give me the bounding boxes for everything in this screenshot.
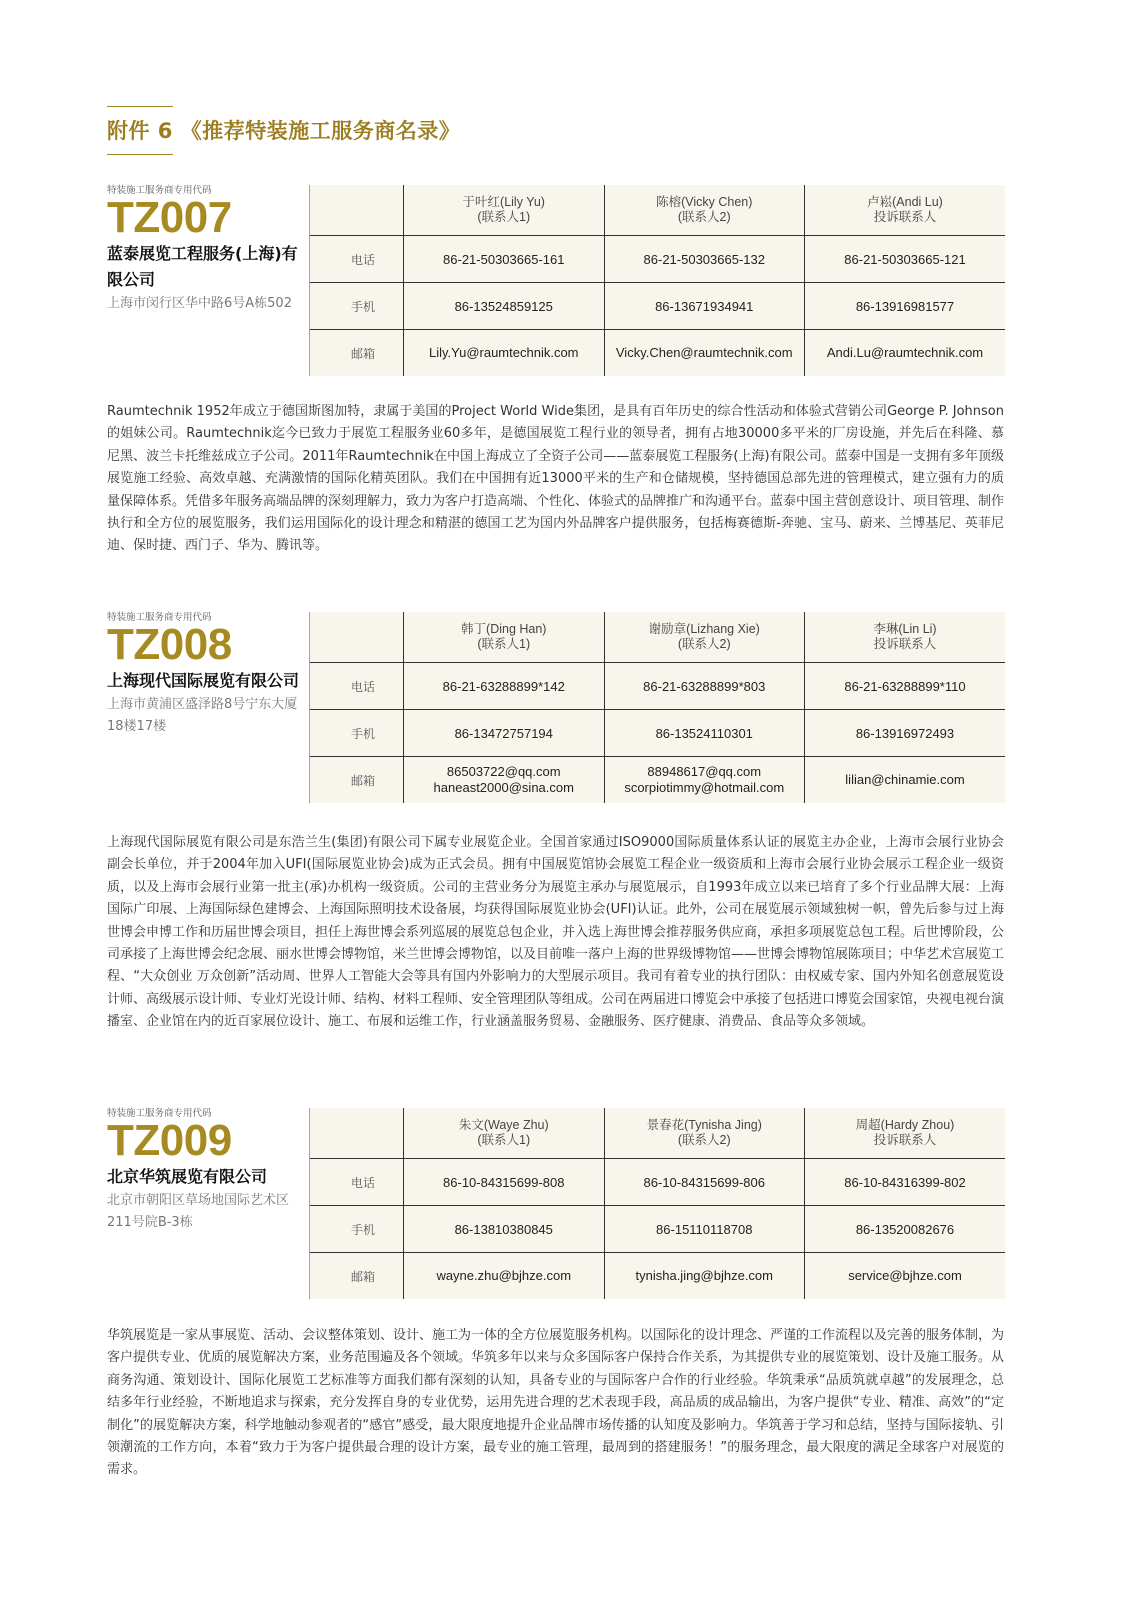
phone-row (310, 236, 1005, 283)
company-name: 上海现代国际展览有限公司 (107, 671, 300, 690)
contact-mobile: 86-13916972493 (805, 710, 1006, 757)
contact-email[interactable]: lilian@chinamie.com (845, 772, 965, 787)
contact-name: 周超(Hardy Zhou) (855, 1118, 955, 1132)
contacts-table (309, 612, 1005, 803)
row-label (310, 1253, 404, 1300)
page-title: 附件 6 《推荐特装施工服务商名录》 (107, 119, 461, 143)
contact-name: 谢励章(Lizhang Xie) (648, 622, 760, 636)
row-label-text: 电话 (350, 252, 375, 267)
contact-role: (联系人2) (677, 210, 731, 224)
contact-email-cell (805, 757, 1006, 804)
company-name: 蓝泰展览工程服务(上海)有限公司 (107, 244, 298, 289)
contact-name: 陈榕(Vicky Chen) (656, 195, 753, 209)
contact-email-cell (604, 1253, 805, 1300)
mobile-row (310, 1206, 1005, 1253)
contact-phone: 86-21-63288899*110 (805, 663, 1006, 710)
row-label (310, 710, 404, 757)
company-address: 上海市闵行区华中路6号A栋502 (107, 296, 292, 311)
contact-role: 投诉联系人 (873, 637, 937, 651)
vendor-description-tz008: 上海现代国际展览有限公司是东浩兰生(集团)有限公司下属专业展览企业。全国首家通过ISO9000国际质量体系认证的展览主办企业，上海市会展行业协会副会长单位，并于2004年加入UFI(国际展览业协会)成为正式会员。拥有中国展览馆协会展览工程企业一级资质和上海市会展行业协会展示工程企业一级资质，以及上海市会展行业第一批主(承)办机构一级资质。公司的主营业务分为展览主承办与展览展示，自1993年成立以来已培育了多个行业品牌大展：上海国际广印展、上海国际绿色建博会、上海国际照明技术设备展，均获得国际展览业协会(UFI)认证。此外，公司在展览展示领域独树一帜，曾先后参与过上海世博会申博工作和历届世博会项目，担任上海世博会系列巡展的展览总包企业，并入选上海世博会推荐服务供应商，承担多项展览总包工程。后世博阶段，公司承接了上海世博会纪念展、丽水世博会博物馆，米兰世博会博物馆，以及目前唯一落户上海的世界级博物馆——世博会博物馆展陈项目；中华艺术宫展览工程、“大众创业 万众创新”活动周、世界人工智能大会等具有国内外影响力的大型展示项目。我司有着专业的执行团队：由权威专家、国内外知名创意展览设计师、高级展示设计师、专业灯光设计师、结构、材料工程师、安全管理团队等组成。公司在两届进口博览会中承接了包括进口博览会国家馆，央视电视台演播室、企业馆在内的近百家展位设计、施工、布展和运维工作，行业涵盖服务贸易、金融服务、医疗健康、消费品、食品等众多领域。 (107, 835, 1005, 1030)
header-empty-cell (310, 185, 404, 236)
contact-mobile: 86-13524859125 (404, 283, 605, 330)
contact-header (805, 1108, 1006, 1159)
contacts-table (309, 185, 1005, 376)
contact-phone: 86-10-84315699-808 (404, 1159, 605, 1206)
contact-email[interactable]: 86503722@qq.com (446, 764, 561, 779)
row-label-text: 手机 (350, 726, 375, 741)
contact-name: 朱文(Waye Zhu) (458, 1118, 549, 1132)
contact-email-cell (604, 330, 805, 377)
contact-mobile: 86-13916981577 (805, 283, 1006, 330)
email-row (310, 330, 1005, 377)
contact-header (604, 612, 805, 663)
row-label-text: 邮箱 (350, 1269, 375, 1284)
mobile-row (310, 283, 1005, 330)
contact-name: 于叶红(Lily Yu) (462, 195, 545, 209)
code-label: 特装施工服务商专用代码 (107, 185, 212, 196)
contact-email-cell (604, 757, 805, 804)
contact-role: 投诉联系人 (873, 210, 937, 224)
contact-email-cell (805, 330, 1006, 377)
contact-phone: 86-21-50303665-121 (805, 236, 1006, 283)
code-label: 特装施工服务商专用代码 (107, 1108, 212, 1119)
contact-header (805, 612, 1006, 663)
contact-mobile: 86-15110118708 (604, 1206, 805, 1253)
contact-phone: 86-21-63288899*803 (604, 663, 805, 710)
contact-phone: 86-21-50303665-132 (604, 236, 805, 283)
contact-email-cell (805, 1253, 1006, 1300)
contact-phone: 86-10-84316399-802 (805, 1159, 1006, 1206)
contact-email-cell (404, 330, 605, 377)
vendor-code: TZ007 (107, 193, 232, 242)
header-empty-cell (310, 612, 404, 663)
contact-role: 投诉联系人 (873, 1133, 937, 1147)
email-row (310, 757, 1005, 804)
row-label (310, 236, 404, 283)
contact-header (404, 185, 605, 236)
contact-phone: 86-10-84315699-806 (604, 1159, 805, 1206)
contact-name: 李琳(Lin Li) (873, 622, 937, 636)
contact-header (404, 1108, 605, 1159)
contact-phone: 86-21-63288899*142 (404, 663, 605, 710)
contact-phone: 86-21-50303665-161 (404, 236, 605, 283)
contact-email[interactable]: Lily.Yu@raumtechnik.com (428, 345, 579, 360)
row-label (310, 1206, 404, 1253)
contact-header (604, 185, 805, 236)
contact-role: (联系人1) (477, 1133, 531, 1147)
vendor-info (107, 1108, 302, 1234)
contacts-header-row (310, 185, 1005, 236)
row-label-text: 电话 (350, 679, 375, 694)
company-name: 北京华筑展览有限公司 (107, 1167, 268, 1186)
contacts-header-row (310, 1108, 1005, 1159)
row-label (310, 663, 404, 710)
vendor-info (107, 612, 302, 738)
contacts-header-row (310, 612, 1005, 663)
contact-email[interactable]: 88948617@qq.com (647, 764, 762, 779)
mobile-row (310, 710, 1005, 757)
contact-role: (联系人2) (677, 637, 731, 651)
contact-email[interactable]: Andi.Lu@raumtechnik.com (826, 345, 984, 360)
contact-email[interactable]: tynisha.jing@bjhze.com (635, 1268, 773, 1283)
row-label (310, 330, 404, 377)
contact-header (404, 612, 605, 663)
phone-row (310, 663, 1005, 710)
contact-email-cell (404, 1253, 605, 1300)
contact-email-secondary[interactable]: scorpiotimmy@hotmail.com (624, 780, 785, 795)
row-label-text: 电话 (350, 1175, 375, 1190)
contact-email[interactable]: Vicky.Chen@raumtechnik.com (615, 345, 793, 360)
page-header (107, 106, 460, 155)
email-row (310, 1253, 1005, 1300)
vendor-description-tz007: Raumtechnik 1952年成立于德国斯图加特，隶属于美国的Project World Wide集团，是具有百年历史的综合性活动和体验式营销公司George P. Johnson的姐妹公司。Raumtechnik迄今已致力于展览工程服务业60多年，是德国展览工程行业的领导者，拥有占地30000多平米的厂房设施，并先后在科隆、慕尼黑、波兰卡托维兹成立子公司。2011年Raumtechnik在中国上海成立了全资子公司——蓝泰展览工程服务(上海)有限公司。蓝泰中国是一支拥有多年顶级展览施工经验、高效卓越、充满激情的国际化精英团队。我们在中国拥有近13000平米的生产和仓储规模，坚持德国总部先进的管理模式，建立强有力的质量保障体系。凭借多年服务高端品牌的深刻理解力，致力为客户打造高端、个性化、体验式的品牌推广和沟通平台。蓝泰中国主营创意设计、项目管理、制作执行和全方位的展览服务，我们运用国际化的设计理念和精湛的德国工艺为国内外品牌客户提供服务，包括梅赛德斯-奔驰、宝马、蔚来、兰博基尼、英菲尼迪、保时捷、西门子、华为、腾讯等。 (107, 404, 1005, 554)
contact-role: (联系人1) (477, 637, 531, 651)
row-label-text: 手机 (350, 1222, 375, 1237)
row-label-text: 手机 (350, 299, 375, 314)
contact-email[interactable]: wayne.zhu@bjhze.com (436, 1268, 572, 1283)
vendor-description-tz009: 华筑展览是一家从事展览、活动、会议整体策划、设计、施工为一体的全方位展览服务机构。以国际化的设计理念、严谨的工作流程以及完善的服务体制，为客户提供专业、优质的展览解决方案，业务范围遍及各个领域。华筑多年以来与众多国际客户保持合作关系，为其提供专业的展览策划、设计及施工服务。从商务沟通、策划设计、国际化展览工艺标准等方面我们都有深刻的认知，具备专业的与国际客户合作的行业经验。华筑秉承“品质筑就卓越”的发展理念，总结多年行业经验，不断地追求与探索，充分发挥自身的专业优势，运用先进合理的艺术表现手段，高品质的成品输出，为客户提供“专业、精准、高效”的“定制化”的展览解决方案，科学地触动参观者的“感官”感受，最大限度地提升企业品牌市场传播的认知度及影响力。华筑善于学习和总结，坚持与国际接轨、引领潮流的工作方向，本着“致力于为客户提供最合理的设计方案，最专业的施工管理，最周到的搭建服务！”的服务理念，最大限度的满足全球客户对展览的需求。 (107, 1328, 1005, 1478)
contact-mobile: 86-13472757194 (404, 710, 605, 757)
code-label: 特装施工服务商专用代码 (107, 612, 212, 623)
vendor-code: TZ009 (107, 1116, 232, 1165)
company-address: 北京市朝阳区草场地国际艺术区211号院B-3栋 (107, 1193, 290, 1230)
title-rule-top (107, 106, 173, 107)
row-label-text: 邮箱 (350, 346, 375, 361)
vendor-code: TZ008 (107, 620, 232, 669)
contact-email[interactable]: service@bjhze.com (848, 1268, 962, 1283)
row-label (310, 283, 404, 330)
contact-mobile: 86-13671934941 (604, 283, 805, 330)
phone-row (310, 1159, 1005, 1206)
contact-mobile: 86-13520082676 (805, 1206, 1006, 1253)
contact-mobile: 86-13810380845 (404, 1206, 605, 1253)
contact-name: 景春花(Tynisha Jing) (646, 1118, 762, 1132)
contact-mobile: 86-13524110301 (604, 710, 805, 757)
contact-name: 韩丁(Ding Han) (461, 622, 547, 636)
contacts-table (309, 1108, 1005, 1299)
header-empty-cell (310, 1108, 404, 1159)
contact-header (604, 1108, 805, 1159)
contact-header (805, 185, 1006, 236)
row-label (310, 757, 404, 804)
contact-email-secondary[interactable]: haneast2000@sina.com (433, 780, 574, 795)
contact-name: 卢崧(Andi Lu) (867, 195, 943, 209)
contact-role: (联系人1) (477, 210, 531, 224)
contact-role: (联系人2) (677, 1133, 731, 1147)
row-label-text: 邮箱 (350, 773, 375, 788)
vendor-info (107, 185, 302, 315)
row-label (310, 1159, 404, 1206)
contact-email-cell (404, 757, 605, 804)
title-rule-bottom (107, 154, 173, 155)
company-address: 上海市黄浦区盛泽路8号宁东大厦18楼17楼 (107, 697, 298, 734)
